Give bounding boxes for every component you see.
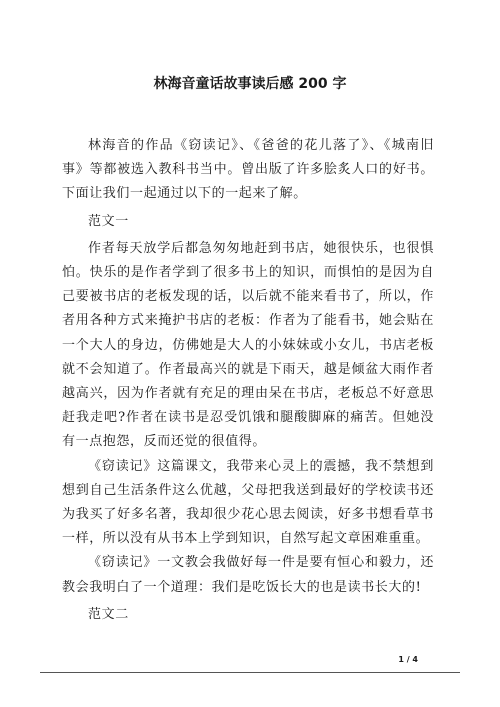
page-number: 1 / 4 bbox=[398, 655, 418, 664]
document-body bbox=[62, 134, 434, 630]
document-title: 林海音童话故事读后感 200 字 bbox=[153, 76, 347, 92]
body-paragraph: 《窃读记》一文教会我做好每一件是要有恒心和毅力，还教会我明白了一个道理：我们是吃饭长大的也是读书长大的! bbox=[62, 555, 434, 595]
body-paragraph: 《窃读记》这篇课文，我带来心灵上的震撼，我不禁想到想到自己生活条件这么优越，父母把我送到最好的学校读书还为我买了好多名著，我却很少花心思去阅读，好多书想看草书一样，所以没有从书本上学到知识，自然写起文章困难重重。 bbox=[62, 458, 434, 547]
footer-divider bbox=[40, 672, 460, 673]
section-label-essay-one: 范文一 bbox=[88, 213, 129, 229]
body-paragraph: 作者每天放学后都急匆匆地赶到书店，她很快乐，也很惧怕。快乐的是作者学到了很多书上的知识，而惧怕的是因为自己要被书店的老板发现的话，以后就不能来看书了，所以，作者用各种方式来掩护书店的老板：作者为了能看书，她会贴在一个大人的身边，仿佛她是大人的小妹妹或小女儿，书店老板就不会知道了。作者最高兴的就是下雨天，越是倾盆大雨作者越高兴，因为作者就有充足的理由呆在书店，老板总不好意思赶我走吧?作者在读书是忍受饥饿和腿酸脚麻的痛苦。但她没有一点抱怨，反而还觉的很值得。 bbox=[62, 240, 434, 450]
section-label-essay-two: 范文二 bbox=[88, 606, 129, 622]
intro-paragraph: 林海音的作品《窃读记》、《爸爸的花儿落了》、《城南旧事》等都被选入教科书当中。曾出版了许多脍炙人口的好书。下面让我们一起通过以下的一起来了解。 bbox=[62, 138, 434, 202]
